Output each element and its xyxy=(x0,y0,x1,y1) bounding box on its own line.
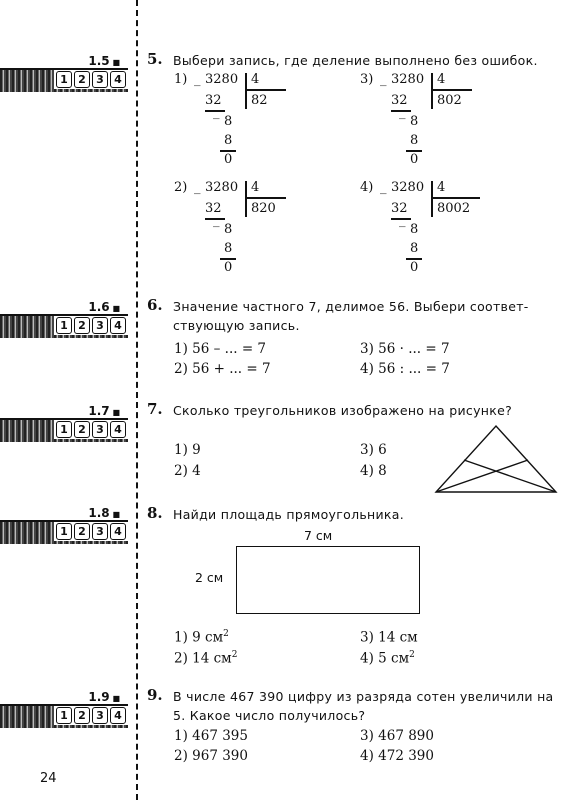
option-text: 3) 14 см xyxy=(360,629,418,646)
answer-option-2[interactable]: 2) 967 390 xyxy=(174,748,248,764)
dividend: 3280 xyxy=(391,72,425,87)
marker-1-7 xyxy=(0,404,130,444)
divisor: 4 xyxy=(437,72,446,87)
answer-box-4[interactable]: 4 xyxy=(110,421,126,438)
task-5 xyxy=(147,50,562,290)
quotient: 8002 xyxy=(437,201,471,216)
task-9 xyxy=(147,686,562,770)
subtrahend-1: 32 xyxy=(391,201,408,216)
remainder-2: 0 xyxy=(224,260,233,275)
answer-option-4[interactable]: 4) 8 xyxy=(360,463,387,479)
task-question: Выбери запись, где деление выполнено без ошибок. xyxy=(173,53,538,68)
page-number: 24 xyxy=(40,771,57,786)
remainder-1: 8 xyxy=(410,222,419,237)
task-6 xyxy=(147,296,562,386)
answer-option-2[interactable] xyxy=(174,650,237,667)
remainder-2: 0 xyxy=(224,152,233,167)
answer-option-3[interactable] xyxy=(360,629,418,646)
option-text: 2) 14 см xyxy=(174,650,232,667)
task-number: 5. xyxy=(147,50,163,68)
answer-box-4[interactable]: 4 xyxy=(110,523,126,540)
dividend: 3280 xyxy=(391,180,425,195)
minus-sign: _ xyxy=(213,213,220,228)
answer-boxes xyxy=(54,420,128,439)
marker-1-8 xyxy=(0,506,130,546)
answer-option-2[interactable]: 2) 4 xyxy=(174,463,201,479)
answer-box-1[interactable]: 1 xyxy=(56,71,72,88)
division-option-1[interactable] xyxy=(174,72,314,172)
minus-sign: _ xyxy=(194,72,201,87)
answer-box-3[interactable]: 3 xyxy=(92,71,108,88)
minus-sign: _ xyxy=(399,213,406,228)
division-bar xyxy=(245,73,247,109)
division-option-4[interactable] xyxy=(360,180,500,280)
division-option-2[interactable] xyxy=(174,180,314,280)
minus-sign: _ xyxy=(380,72,387,87)
rectangle-figure xyxy=(236,546,420,614)
option-exponent: 2 xyxy=(223,629,229,639)
option-text: 4) 5 см xyxy=(360,650,410,667)
subtrahend-1: 32 xyxy=(391,93,408,108)
answer-option-1[interactable]: 1) 56 – ... = 7 xyxy=(174,341,267,357)
division-bar xyxy=(431,181,433,217)
answer-box-3[interactable]: 3 xyxy=(92,421,108,438)
dividend: 3280 xyxy=(205,180,239,195)
marker-code: 1.7 ■ xyxy=(88,404,120,418)
answer-box-1[interactable]: 1 xyxy=(56,707,72,724)
minus-sign: _ xyxy=(213,105,220,120)
marker-1-5 xyxy=(0,54,130,94)
answer-boxes xyxy=(54,706,128,725)
task-question: Найди площадь прямоугольника. xyxy=(173,507,405,522)
marker-code: 1.5 ■ xyxy=(88,54,120,68)
answer-option-1[interactable] xyxy=(174,629,229,646)
answer-option-3[interactable]: 3) 6 xyxy=(360,442,387,458)
answer-option-2[interactable]: 2) 56 + ... = 7 xyxy=(174,361,271,377)
task-number: 8. xyxy=(147,504,163,522)
answer-option-3[interactable]: 3) 56 · ... = 7 xyxy=(360,341,450,357)
minus-sign: _ xyxy=(399,105,406,120)
option-exponent: 2 xyxy=(231,650,238,660)
answer-boxes xyxy=(54,522,128,541)
divisor: 4 xyxy=(251,180,260,195)
marker-code: 1.9 ■ xyxy=(88,690,120,704)
remainder-1: 8 xyxy=(224,114,233,129)
divisor: 4 xyxy=(251,72,260,87)
marker-code: 1.8 ■ xyxy=(88,506,120,520)
answer-box-4[interactable]: 4 xyxy=(110,317,126,334)
divisor: 4 xyxy=(437,180,446,195)
answer-box-3[interactable]: 3 xyxy=(92,523,108,540)
task-number: 7. xyxy=(147,400,163,418)
subtrahend-2: 8 xyxy=(410,133,419,148)
option-exponent: 2 xyxy=(409,650,415,660)
division-option-3[interactable] xyxy=(360,72,500,172)
answer-boxes xyxy=(54,70,128,89)
answer-boxes xyxy=(54,316,128,335)
divisor-line xyxy=(246,89,286,91)
task-8 xyxy=(147,504,562,674)
option-label: 3) xyxy=(360,72,374,87)
task-question: Сколько треугольников изображено на рисунке? xyxy=(173,403,513,418)
quotient: 802 xyxy=(437,93,462,108)
option-label: 4) xyxy=(360,180,374,195)
answer-option-4[interactable] xyxy=(360,650,415,667)
divisor-line xyxy=(432,89,472,91)
marker-1-9 xyxy=(0,690,130,730)
task-number: 9. xyxy=(147,686,163,704)
task-question: В числе 467 390 цифру из разряда сотен увеличили на 5. Какое число получилось? xyxy=(173,689,554,723)
answer-box-1[interactable]: 1 xyxy=(56,317,72,334)
answer-box-2[interactable]: 2 xyxy=(74,317,90,334)
answer-box-2[interactable]: 2 xyxy=(74,523,90,540)
answer-option-1[interactable]: 1) 467 395 xyxy=(174,728,248,744)
answer-option-3[interactable]: 3) 467 890 xyxy=(360,728,434,744)
subtrahend-1: 32 xyxy=(205,201,222,216)
triangles-figure xyxy=(432,422,562,496)
answer-box-4[interactable]: 4 xyxy=(110,707,126,724)
answer-box-2[interactable]: 2 xyxy=(74,71,90,88)
answer-box-1[interactable]: 1 xyxy=(56,523,72,540)
answer-box-3[interactable]: 3 xyxy=(92,317,108,334)
remainder-1: 8 xyxy=(224,222,233,237)
answer-option-4[interactable]: 4) 472 390 xyxy=(360,748,434,764)
option-label: 2) xyxy=(174,180,188,195)
height-label: 2 см xyxy=(195,570,224,585)
answer-option-1[interactable]: 1) 9 xyxy=(174,442,201,458)
task-7 xyxy=(147,400,562,500)
marker-code: 1.6 ■ xyxy=(88,300,120,314)
answer-box-2[interactable]: 2 xyxy=(74,707,90,724)
dashed-margin-line xyxy=(136,0,138,800)
divisor-line xyxy=(246,197,286,199)
quotient: 82 xyxy=(251,93,268,108)
minus-sign: _ xyxy=(194,180,201,195)
remainder-2: 0 xyxy=(410,260,419,275)
task-number: 6. xyxy=(147,296,163,314)
subtrahend-1: 32 xyxy=(205,93,222,108)
subtrahend-2: 8 xyxy=(224,133,233,148)
task-question: Значение частного 7, делимое 56. Выбери соответ-ствующую запись. xyxy=(173,299,529,333)
answer-box-3[interactable]: 3 xyxy=(92,707,108,724)
answer-box-4[interactable]: 4 xyxy=(110,71,126,88)
division-bar xyxy=(431,73,433,109)
quotient: 820 xyxy=(251,201,276,216)
answer-box-2[interactable]: 2 xyxy=(74,421,90,438)
minus-sign: _ xyxy=(380,180,387,195)
division-bar xyxy=(245,181,247,217)
answer-box-1[interactable]: 1 xyxy=(56,421,72,438)
answer-option-4[interactable]: 4) 56 : ... = 7 xyxy=(360,361,450,377)
remainder-2: 0 xyxy=(410,152,419,167)
option-text: 1) 9 см xyxy=(174,629,224,646)
subtrahend-2: 8 xyxy=(224,241,233,256)
dividend: 3280 xyxy=(205,72,239,87)
option-label: 1) xyxy=(174,72,188,87)
remainder-1: 8 xyxy=(410,114,419,129)
width-label: 7 см xyxy=(304,528,333,543)
marker-1-6 xyxy=(0,300,130,340)
subtrahend-2: 8 xyxy=(410,241,419,256)
divisor-line xyxy=(432,197,480,199)
